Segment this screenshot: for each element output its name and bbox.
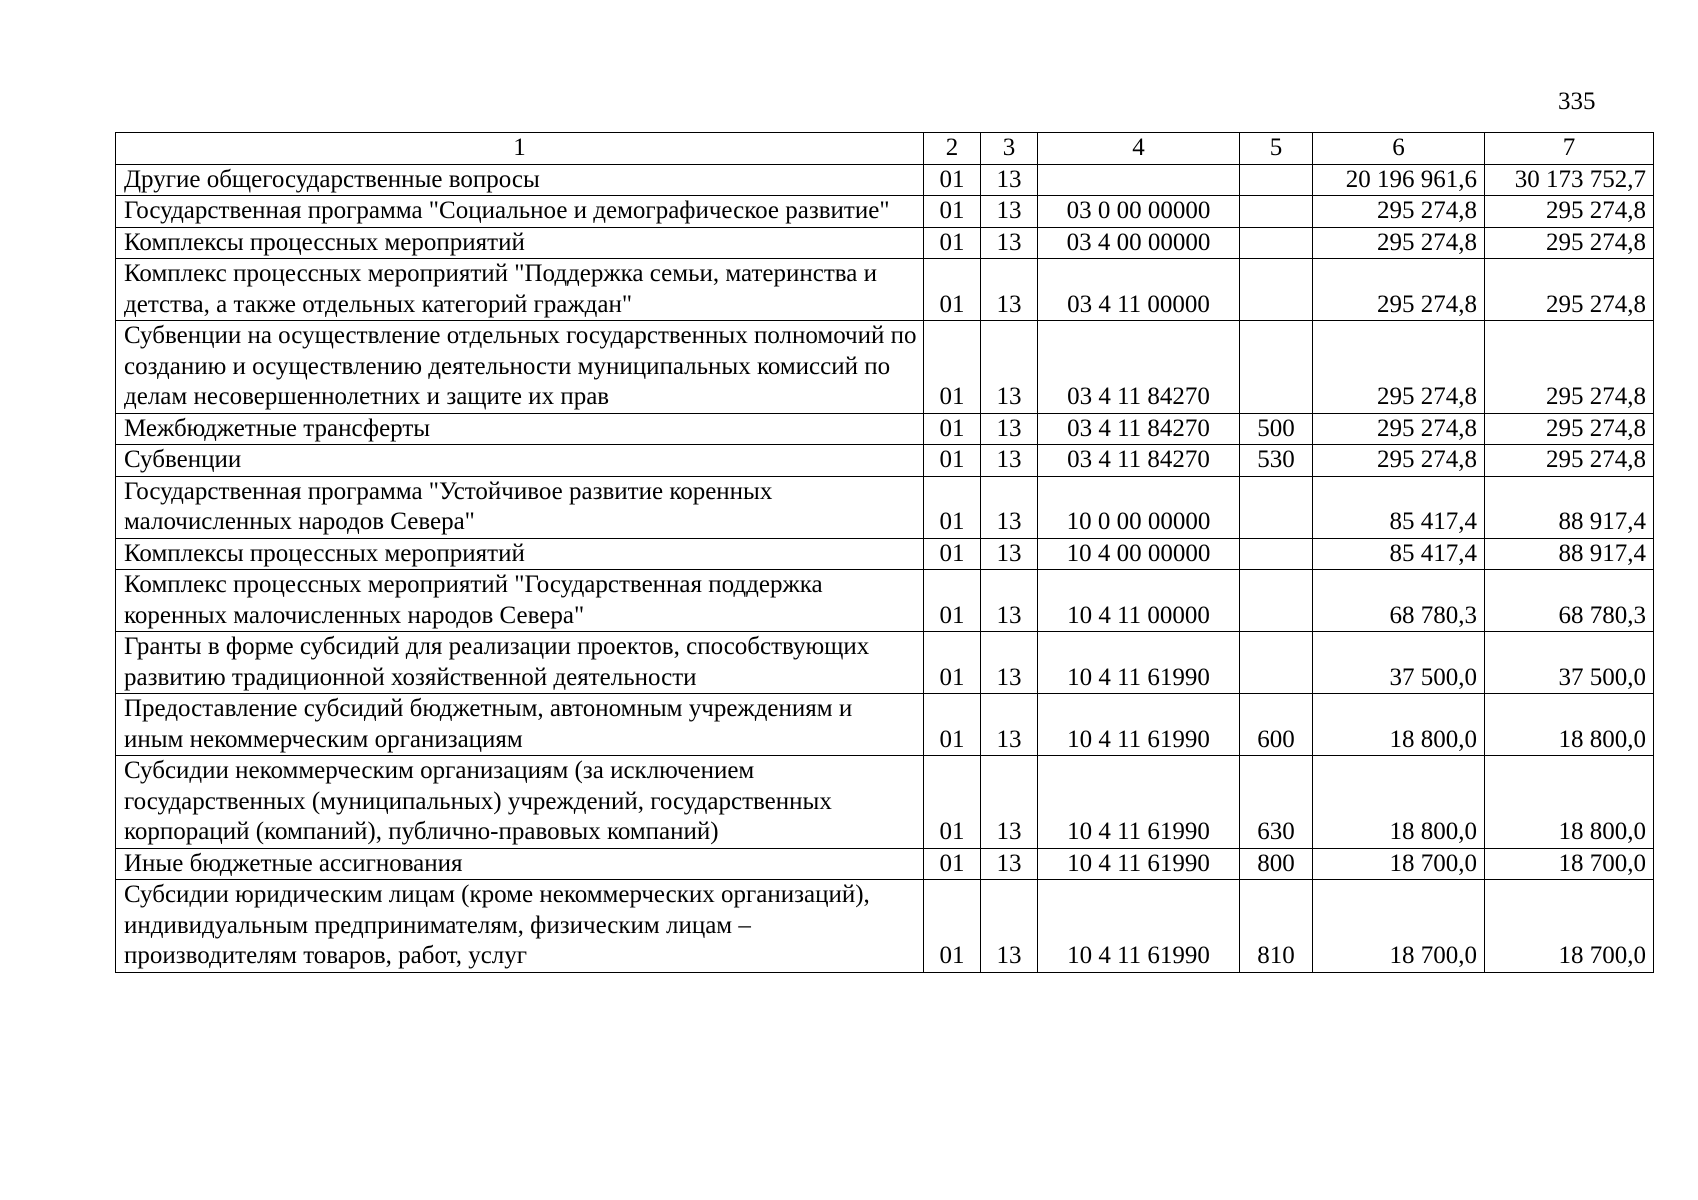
- row-amount-1: 295 274,8: [1313, 413, 1485, 445]
- row-target-article: 10 4 11 61990: [1038, 756, 1240, 849]
- row-expense-type: [1240, 570, 1313, 632]
- table-header-row: [116, 133, 1654, 165]
- row-amount-1: 295 274,8: [1313, 445, 1485, 477]
- row-name: Гранты в форме субсидий для реализации проектов, способствующих развитию традиционной хозяйственной деятельности: [116, 632, 924, 694]
- row-name: Предоставление субсидий бюджетным, автономным учреждениям и иным некоммерческим организациям: [116, 694, 924, 756]
- row-subsection-code: 13: [981, 694, 1038, 756]
- row-expense-type: [1240, 227, 1313, 259]
- row-amount-1: 18 700,0: [1313, 848, 1485, 880]
- row-target-article: 03 4 11 00000: [1038, 259, 1240, 321]
- row-amount-2: 295 274,8: [1485, 259, 1654, 321]
- row-subsection-code: 13: [981, 538, 1038, 570]
- row-amount-2: 295 274,8: [1485, 321, 1654, 414]
- row-expense-type: [1240, 632, 1313, 694]
- row-amount-1: 18 700,0: [1313, 880, 1485, 973]
- row-target-article: 03 4 00 00000: [1038, 227, 1240, 259]
- table-row: [116, 476, 1654, 538]
- row-amount-1: 295 274,8: [1313, 321, 1485, 414]
- table-row: [116, 164, 1654, 196]
- row-subsection-code: 13: [981, 476, 1038, 538]
- row-subsection-code: 13: [981, 164, 1038, 196]
- row-section-code: 01: [924, 570, 981, 632]
- row-expense-type: 800: [1240, 848, 1313, 880]
- row-subsection-code: 13: [981, 880, 1038, 973]
- row-target-article: 10 4 11 61990: [1038, 880, 1240, 973]
- row-amount-1: 37 500,0: [1313, 632, 1485, 694]
- row-section-code: 01: [924, 413, 981, 445]
- row-name: Субсидии юридическим лицам (кроме некоммерческих организаций), индивидуальным предпринимателям, физическим лицам – производителям товаров, работ, услуг: [116, 880, 924, 973]
- row-target-article: 10 4 11 61990: [1038, 632, 1240, 694]
- row-target-article: 10 4 11 00000: [1038, 570, 1240, 632]
- column-header: 1: [116, 133, 924, 165]
- page-number: 335: [1558, 88, 1596, 115]
- row-amount-2: 295 274,8: [1485, 413, 1654, 445]
- row-name: Государственная программа "Устойчивое развитие коренных малочисленных народов Севера": [116, 476, 924, 538]
- row-expense-type: [1240, 476, 1313, 538]
- row-name: Иные бюджетные ассигнования: [116, 848, 924, 880]
- row-amount-2: 18 700,0: [1485, 848, 1654, 880]
- row-amount-2: 295 274,8: [1485, 196, 1654, 228]
- row-section-code: 01: [924, 259, 981, 321]
- row-section-code: 01: [924, 694, 981, 756]
- row-target-article: 10 4 11 61990: [1038, 694, 1240, 756]
- row-target-article: 03 4 11 84270: [1038, 445, 1240, 477]
- row-amount-2: 18 800,0: [1485, 756, 1654, 849]
- row-amount-2: 88 917,4: [1485, 476, 1654, 538]
- row-name: Комплексы процессных мероприятий: [116, 227, 924, 259]
- row-section-code: 01: [924, 538, 981, 570]
- row-section-code: 01: [924, 756, 981, 849]
- row-section-code: 01: [924, 632, 981, 694]
- row-amount-1: 18 800,0: [1313, 756, 1485, 849]
- row-subsection-code: 13: [981, 756, 1038, 849]
- row-expense-type: 810: [1240, 880, 1313, 973]
- table-row: [116, 848, 1654, 880]
- column-header: 6: [1313, 133, 1485, 165]
- row-expense-type: 600: [1240, 694, 1313, 756]
- row-target-article: 03 4 11 84270: [1038, 413, 1240, 445]
- row-name: Субвенции на осуществление отдельных государственных полномочий по созданию и осуществлению деятельности муниципальных комиссий по делам несовершеннолетних и защите их прав: [116, 321, 924, 414]
- row-expense-type: 630: [1240, 756, 1313, 849]
- budget-table: [115, 132, 1654, 973]
- row-expense-type: [1240, 538, 1313, 570]
- row-subsection-code: 13: [981, 196, 1038, 228]
- table-row: [116, 538, 1654, 570]
- table-row: [116, 445, 1654, 477]
- row-target-article: [1038, 164, 1240, 196]
- row-amount-1: 85 417,4: [1313, 476, 1485, 538]
- row-target-article: 10 4 11 61990: [1038, 848, 1240, 880]
- table-row: [116, 632, 1654, 694]
- row-amount-2: 295 274,8: [1485, 227, 1654, 259]
- row-subsection-code: 13: [981, 227, 1038, 259]
- table-row: [116, 413, 1654, 445]
- row-section-code: 01: [924, 445, 981, 477]
- row-section-code: 01: [924, 880, 981, 973]
- row-expense-type: [1240, 259, 1313, 321]
- row-section-code: 01: [924, 476, 981, 538]
- row-name: Комплекс процессных мероприятий "Государственная поддержка коренных малочисленных народов Севера": [116, 570, 924, 632]
- row-expense-type: [1240, 321, 1313, 414]
- row-amount-1: 295 274,8: [1313, 196, 1485, 228]
- row-amount-1: 18 800,0: [1313, 694, 1485, 756]
- row-section-code: 01: [924, 164, 981, 196]
- row-name: Субсидии некоммерческим организациям (за исключением государственных (муниципальных) учреждений, государственных корпораций (компаний), публично-правовых компаний): [116, 756, 924, 849]
- row-target-article: 10 4 00 00000: [1038, 538, 1240, 570]
- row-subsection-code: 13: [981, 445, 1038, 477]
- row-subsection-code: 13: [981, 259, 1038, 321]
- table-row: [116, 259, 1654, 321]
- row-subsection-code: 13: [981, 848, 1038, 880]
- row-amount-1: 20 196 961,6: [1313, 164, 1485, 196]
- row-amount-2: 295 274,8: [1485, 445, 1654, 477]
- row-expense-type: [1240, 164, 1313, 196]
- row-amount-2: 18 700,0: [1485, 880, 1654, 973]
- row-name: Субвенции: [116, 445, 924, 477]
- row-amount-2: 88 917,4: [1485, 538, 1654, 570]
- table-row: [116, 227, 1654, 259]
- row-amount-2: 30 173 752,7: [1485, 164, 1654, 196]
- row-amount-1: 295 274,8: [1313, 227, 1485, 259]
- row-expense-type: 530: [1240, 445, 1313, 477]
- row-section-code: 01: [924, 848, 981, 880]
- row-target-article: 03 0 00 00000: [1038, 196, 1240, 228]
- row-name: Комплексы процессных мероприятий: [116, 538, 924, 570]
- column-header: 5: [1240, 133, 1313, 165]
- table-row: [116, 880, 1654, 973]
- row-target-article: 03 4 11 84270: [1038, 321, 1240, 414]
- row-amount-1: 68 780,3: [1313, 570, 1485, 632]
- row-expense-type: 500: [1240, 413, 1313, 445]
- row-amount-1: 295 274,8: [1313, 259, 1485, 321]
- row-amount-1: 85 417,4: [1313, 538, 1485, 570]
- row-expense-type: [1240, 196, 1313, 228]
- table-row: [116, 694, 1654, 756]
- table-row: [116, 196, 1654, 228]
- row-name: Межбюджетные трансферты: [116, 413, 924, 445]
- row-subsection-code: 13: [981, 321, 1038, 414]
- column-header: 2: [924, 133, 981, 165]
- row-section-code: 01: [924, 227, 981, 259]
- column-header: 3: [981, 133, 1038, 165]
- column-header: 4: [1038, 133, 1240, 165]
- row-section-code: 01: [924, 196, 981, 228]
- row-section-code: 01: [924, 321, 981, 414]
- row-subsection-code: 13: [981, 632, 1038, 694]
- row-subsection-code: 13: [981, 570, 1038, 632]
- row-name: Другие общегосударственные вопросы: [116, 164, 924, 196]
- row-subsection-code: 13: [981, 413, 1038, 445]
- row-name: Комплекс процессных мероприятий "Поддержка семьи, материнства и детства, а также отдельных категорий граждан": [116, 259, 924, 321]
- column-header: 7: [1485, 133, 1654, 165]
- row-name: Государственная программа "Социальное и демографическое развитие": [116, 196, 924, 228]
- row-target-article: 10 0 00 00000: [1038, 476, 1240, 538]
- row-amount-2: 68 780,3: [1485, 570, 1654, 632]
- row-amount-2: 18 800,0: [1485, 694, 1654, 756]
- table-row: [116, 756, 1654, 849]
- row-amount-2: 37 500,0: [1485, 632, 1654, 694]
- table-row: [116, 570, 1654, 632]
- table-row: [116, 321, 1654, 414]
